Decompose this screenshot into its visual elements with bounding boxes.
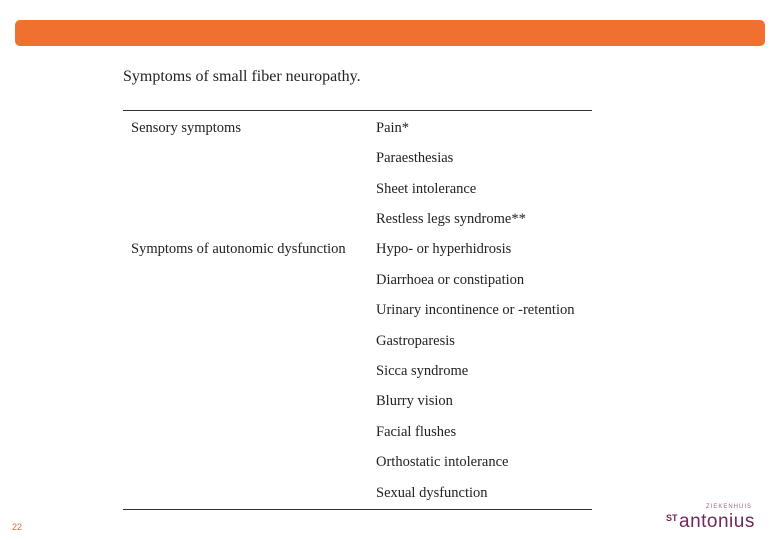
table-top-rule: [123, 110, 592, 111]
table-bottom-rule: [123, 509, 592, 510]
symptom-item: Facial flushes: [376, 424, 457, 440]
symptom-item: Blurry vision: [376, 393, 453, 409]
symptom-item: Hypo- or hyperhidrosis: [376, 241, 512, 257]
top-banner-bar: [15, 20, 765, 46]
page-number: 22: [12, 522, 23, 532]
symptom-item: Urinary incontinence or -retention: [376, 302, 575, 318]
category-autonomic: Symptoms of autonomic dysfunction: [131, 241, 346, 257]
symptom-item: Gastroparesis: [376, 333, 455, 349]
symptom-item: Sicca syndrome: [376, 363, 469, 379]
symptom-item: Sexual dysfunction: [376, 485, 488, 501]
category-sensory: Sensory symptoms: [131, 120, 241, 136]
symptom-item: Paraesthesias: [376, 150, 454, 166]
symptom-item: Restless legs syndrome**: [376, 211, 526, 227]
table-title: Symptoms of small fiber neuropathy.: [123, 68, 361, 85]
logo-subtitle: ZIEKENHUIS: [706, 504, 753, 510]
symptom-item: Pain*: [376, 120, 410, 136]
symptom-item: Diarrhoea or constipation: [376, 272, 525, 288]
logo-prefix: ST: [666, 513, 678, 523]
logo-name: antonius: [679, 511, 755, 532]
symptom-item: Orthostatic intolerance: [376, 454, 509, 470]
symptom-item: Sheet intolerance: [376, 181, 477, 197]
